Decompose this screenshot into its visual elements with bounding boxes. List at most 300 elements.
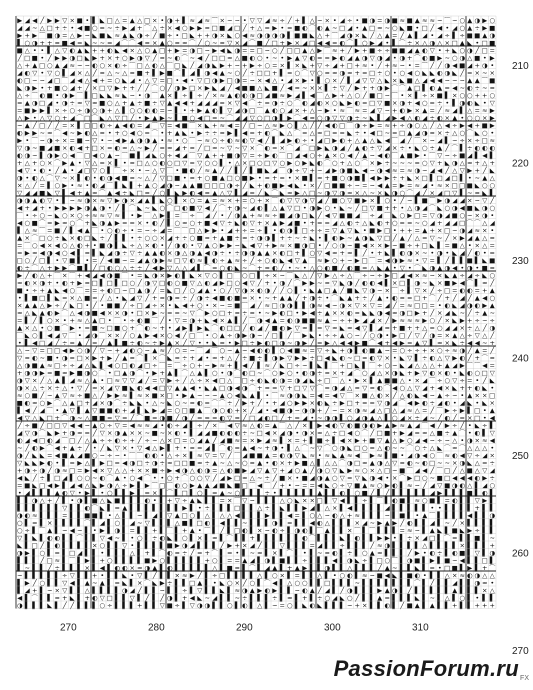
stitch-symbol: ◀ — [205, 204, 210, 212]
stitch-symbol: ◐ — [17, 264, 23, 272]
stitch-symbol: + — [212, 151, 217, 159]
stitch-symbol: ⌒ — [122, 151, 129, 159]
stitch-symbol: ▽ — [62, 16, 67, 24]
stitch-symbol: ■ — [77, 369, 83, 377]
stitch-symbol: ≈ — [385, 121, 390, 129]
stitch-symbol: ◣ — [175, 301, 180, 309]
stitch-symbol: ⌒ — [339, 459, 346, 467]
stitch-symbol: × — [197, 121, 202, 129]
stitch-symbol: ÷ — [407, 534, 412, 542]
stitch-symbol: △ — [107, 294, 112, 302]
stitch-symbol: ≈ — [130, 174, 135, 182]
stitch-symbol: ◢ — [295, 151, 300, 159]
stitch-symbol: + — [167, 129, 172, 137]
stitch-symbol: △ — [265, 121, 270, 129]
stitch-symbol: ÷ — [400, 121, 405, 129]
stitch-symbol: ◣ — [122, 579, 127, 587]
stitch-symbol: ▽ — [355, 474, 360, 482]
stitch-symbol: ▌ — [234, 165, 240, 174]
stitch-symbol: ╱ — [92, 68, 98, 77]
stitch-symbol: ◢ — [430, 519, 435, 527]
stitch-symbol: ◀ — [55, 249, 60, 257]
stitch-symbol: ◑ — [414, 451, 420, 459]
stitch-symbol: × — [385, 286, 390, 294]
stitch-symbol: ▌ — [46, 105, 52, 114]
stitch-symbol: △ — [227, 354, 232, 362]
stitch-symbol: + — [407, 369, 412, 377]
stitch-symbol: □ — [422, 241, 428, 249]
stitch-symbol: ▌ — [489, 495, 495, 504]
stitch-symbol: ◐ — [107, 286, 113, 294]
stitch-symbol: ▌ — [174, 90, 180, 99]
stitch-symbol: + — [385, 219, 390, 227]
stitch-symbol: ÷ — [295, 166, 300, 174]
stitch-symbol: △ — [17, 114, 22, 122]
stitch-symbol: ■ — [182, 279, 188, 287]
stitch-symbol: ○ — [294, 159, 300, 167]
stitch-symbol: ◢ — [77, 549, 82, 557]
stitch-symbol: □ — [189, 226, 195, 234]
stitch-symbol: ▲ — [370, 459, 375, 467]
stitch-symbol: ◀ — [190, 384, 195, 392]
stitch-symbol: □ — [362, 256, 368, 264]
stitch-symbol: ▌ — [219, 533, 225, 542]
stitch-symbol: ∼ — [475, 174, 480, 182]
stitch-symbol: ◑ — [182, 541, 188, 549]
stitch-symbol: ÷ — [242, 309, 247, 317]
stitch-symbol: △ — [400, 391, 405, 399]
stitch-symbol: ▌ — [31, 600, 37, 609]
stitch-symbol: = — [92, 339, 97, 347]
stitch-symbol: ÷ — [377, 46, 382, 54]
stitch-symbol: × — [272, 249, 277, 257]
stitch-symbol: ◐ — [377, 219, 383, 227]
stitch-symbol: ◢ — [415, 129, 420, 137]
stitch-symbol: ⌒ — [234, 271, 241, 279]
stitch-symbol: × — [272, 429, 277, 437]
stitch-symbol: ◀ — [70, 421, 75, 429]
stitch-symbol: ○ — [339, 151, 345, 159]
stitch-symbol: ◑ — [279, 301, 285, 309]
stitch-symbol: ⌒ — [354, 369, 361, 377]
stitch-symbol: ◀ — [302, 151, 307, 159]
stitch-symbol: ≈ — [190, 174, 195, 182]
stitch-symbol: × — [415, 534, 420, 542]
stitch-symbol: ◑ — [347, 586, 353, 594]
stitch-symbol: ╱ — [272, 480, 278, 489]
stitch-symbol: ⌒ — [392, 151, 399, 159]
stitch-symbol: ÷ — [242, 594, 247, 602]
stitch-symbol: ▽ — [85, 99, 90, 107]
stitch-symbol: ▌ — [414, 90, 420, 99]
stitch-symbol: △ — [17, 361, 22, 369]
stitch-symbol: ◑ — [474, 16, 480, 24]
stitch-symbol: × — [175, 339, 180, 347]
stitch-symbol: ◀ — [347, 151, 352, 159]
stitch-symbol: × — [145, 241, 150, 249]
stitch-symbol: × — [250, 436, 255, 444]
stitch-symbol: + — [122, 84, 127, 92]
stitch-symbol: ◣ — [355, 361, 360, 369]
stitch-symbol: ▌ — [114, 540, 120, 549]
stitch-symbol: ◐ — [219, 414, 225, 422]
stitch-symbol: □ — [339, 429, 345, 437]
stitch-symbol: ◐ — [272, 264, 278, 272]
stitch-symbol: ∼ — [482, 84, 487, 92]
stitch-symbol: ⌒ — [144, 579, 151, 587]
stitch-symbol: + — [130, 436, 135, 444]
stitch-symbol: ▲ — [310, 586, 315, 594]
stitch-symbol: △ — [317, 31, 322, 39]
stitch-symbol: ◣ — [355, 226, 360, 234]
stitch-symbol: + — [475, 121, 480, 129]
stitch-symbol: ○ — [474, 369, 480, 377]
stitch-symbol: ○ — [174, 399, 180, 407]
stitch-symbol: ▌ — [384, 548, 390, 557]
stitch-symbol: ◢ — [445, 324, 450, 332]
stitch-symbol: ∼ — [400, 444, 405, 452]
stitch-symbol: ◢ — [325, 166, 330, 174]
stitch-symbol: ÷ — [332, 399, 337, 407]
stitch-symbol: ╱ — [279, 413, 285, 422]
stitch-symbol: • — [303, 181, 307, 189]
stitch-symbol: ÷ — [460, 31, 465, 39]
stitch-symbol: × — [167, 24, 172, 32]
stitch-symbol: △ — [467, 481, 472, 489]
stitch-symbol: ▽ — [475, 496, 480, 504]
stitch-symbol: + — [310, 219, 315, 227]
stitch-symbol: ■ — [437, 91, 443, 99]
stitch-symbol: ▶ — [265, 511, 270, 519]
stitch-symbol: ◐ — [399, 106, 405, 114]
stitch-symbol: □ — [39, 481, 45, 489]
stitch-symbol: ◣ — [452, 316, 457, 324]
stitch-symbol: • — [25, 174, 29, 182]
stitch-symbol: + — [482, 286, 487, 294]
stitch-symbol: ◢ — [340, 144, 345, 152]
stitch-symbol: ▽ — [25, 429, 30, 437]
stitch-symbol: ≈ — [77, 99, 82, 107]
stitch-symbol: ▌ — [46, 180, 52, 189]
stitch-symbol: ⌒ — [69, 264, 76, 272]
stitch-symbol: ∼ — [445, 76, 450, 84]
stitch-symbol: + — [392, 204, 397, 212]
stitch-symbol: ▲ — [437, 144, 442, 152]
stitch-symbol: ◀ — [70, 526, 75, 534]
stitch-symbol: ▌ — [24, 555, 30, 564]
stitch-symbol: ▌ — [279, 593, 285, 602]
stitch-symbol: ◀ — [235, 511, 240, 519]
stitch-symbol: • — [198, 339, 202, 347]
stitch-symbol: ▌ — [346, 540, 352, 549]
stitch-symbol: ▌ — [136, 488, 142, 497]
stitch-symbol: ◢ — [452, 579, 457, 587]
stitch-symbol: ▌ — [16, 405, 22, 414]
stitch-symbol: □ — [99, 84, 105, 92]
stitch-symbol: • — [363, 129, 367, 137]
stitch-symbol: ∼ — [317, 279, 322, 287]
stitch-symbol: ╱ — [317, 120, 323, 129]
stitch-symbol: • — [393, 354, 397, 362]
stitch-symbol: ◢ — [70, 114, 75, 122]
stitch-symbol: = — [272, 384, 277, 392]
stitch-symbol: = — [130, 219, 135, 227]
stitch-symbol: □ — [84, 166, 90, 174]
stitch-symbol: ◣ — [430, 279, 435, 287]
stitch-symbol: ╱ — [62, 300, 68, 309]
stitch-symbol: ◐ — [242, 526, 248, 534]
stitch-symbol: □ — [167, 391, 173, 399]
stitch-symbol: ■ — [369, 436, 375, 444]
stitch-symbol: ≈ — [145, 189, 150, 197]
stitch-symbol: ◣ — [100, 249, 105, 257]
stitch-symbol: • — [190, 129, 194, 137]
stitch-symbol: • — [490, 226, 494, 234]
stitch-symbol: × — [310, 181, 315, 189]
stitch-symbol: ÷ — [122, 226, 127, 234]
stitch-symbol: ∼ — [137, 144, 142, 152]
stitch-symbol: ▲ — [212, 166, 217, 174]
stitch-symbol: × — [287, 436, 292, 444]
stitch-symbol: □ — [39, 436, 45, 444]
stitch-symbol: ◀ — [317, 39, 322, 47]
stitch-symbol: = — [160, 76, 165, 84]
stitch-symbol: ÷ — [160, 459, 165, 467]
stitch-symbol: × — [482, 391, 487, 399]
stitch-symbol: • — [415, 24, 419, 32]
stitch-symbol: ▌ — [114, 555, 120, 564]
stitch-symbol: ▌ — [136, 555, 142, 564]
stitch-symbol: ▌ — [286, 488, 292, 497]
stitch-symbol: ▌ — [294, 503, 300, 512]
stitch-symbol: ◢ — [242, 451, 247, 459]
stitch-symbol: ▌ — [414, 30, 420, 39]
stitch-symbol: ≈ — [325, 369, 330, 377]
stitch-symbol: ▽ — [377, 106, 382, 114]
stitch-symbol: • — [55, 196, 59, 204]
stitch-symbol: ▌ — [256, 555, 262, 564]
stitch-symbol: ▌ — [91, 518, 97, 527]
stitch-symbol: ▌ — [309, 578, 315, 587]
stitch-symbol: ÷ — [152, 339, 157, 347]
stitch-symbol: △ — [85, 436, 90, 444]
stitch-symbol: ╱ — [152, 188, 158, 197]
stitch-symbol: ▽ — [122, 376, 127, 384]
stitch-symbol: ▶ — [62, 264, 67, 272]
stitch-symbol: + — [302, 594, 307, 602]
stitch-symbol: ╱ — [212, 203, 218, 212]
stitch-symbol: = — [107, 39, 112, 47]
stitch-symbol: ╱ — [227, 210, 233, 219]
stitch-symbol: ▲ — [175, 511, 180, 519]
stitch-symbol: △ — [25, 46, 30, 54]
stitch-symbol: ▌ — [46, 45, 52, 54]
stitch-symbol: ▌ — [106, 540, 112, 549]
stitch-symbol: ▌ — [174, 105, 180, 114]
stitch-symbol: × — [437, 279, 442, 287]
stitch-symbol: ▽ — [145, 54, 150, 62]
stitch-symbol: ◑ — [294, 391, 300, 399]
stitch-symbol: ≈ — [407, 256, 412, 264]
stitch-symbol: ○ — [227, 391, 233, 399]
stitch-symbol: ≈ — [377, 549, 382, 557]
stitch-symbol: ◢ — [197, 61, 202, 69]
stitch-symbol: ▲ — [452, 271, 457, 279]
stitch-symbol: ▌ — [406, 593, 412, 602]
stitch-symbol: ÷ — [130, 316, 135, 324]
stitch-symbol: ≈ — [145, 39, 150, 47]
stitch-symbol: ◐ — [39, 196, 45, 204]
stitch-symbol: ■ — [482, 121, 488, 129]
stitch-symbol: ○ — [437, 324, 443, 332]
stitch-symbol: ⌒ — [362, 451, 369, 459]
stitch-symbol: ▌ — [91, 555, 97, 564]
stitch-symbol: ▌ — [256, 518, 262, 527]
stitch-symbol: ╱ — [324, 405, 330, 414]
stitch-symbol: ÷ — [437, 436, 442, 444]
stitch-symbol: ▲ — [340, 451, 345, 459]
stitch-symbol: ◣ — [400, 361, 405, 369]
stitch-symbol: ▌ — [271, 503, 277, 512]
stitch-symbol: ◢ — [317, 196, 322, 204]
stitch-symbol: ⌒ — [309, 256, 316, 264]
stitch-symbol: ◑ — [279, 339, 285, 347]
stitch-symbol: □ — [309, 144, 315, 152]
stitch-symbol: • — [483, 54, 487, 62]
stitch-symbol: ▶ — [272, 24, 277, 32]
stitch-symbol: ▽ — [152, 76, 157, 84]
stitch-symbol: ▌ — [444, 585, 450, 594]
stitch-symbol: □ — [272, 339, 278, 347]
stitch-symbol: ÷ — [182, 234, 187, 242]
stitch-symbol: ▌ — [271, 510, 277, 519]
stitch-symbol: ◣ — [430, 241, 435, 249]
stitch-symbol: ▌ — [466, 503, 472, 512]
stitch-symbol: ○ — [92, 451, 98, 459]
stitch-symbol: ÷ — [332, 84, 337, 92]
stitch-symbol: ◐ — [369, 279, 375, 287]
stitch-symbol: × — [407, 414, 412, 422]
stitch-symbol: + — [175, 444, 180, 452]
stitch-symbol: ◀ — [137, 474, 142, 482]
stitch-symbol: = — [227, 549, 232, 557]
stitch-symbol: ≈ — [280, 391, 285, 399]
stitch-symbol: ◀ — [287, 84, 292, 92]
stitch-symbol: □ — [362, 204, 368, 212]
stitch-symbol: = — [197, 549, 202, 557]
stitch-symbol: ▶ — [347, 466, 352, 474]
stitch-symbol: ○ — [422, 219, 428, 227]
stitch-symbol: = — [280, 174, 285, 182]
stitch-symbol: ◢ — [92, 271, 97, 279]
stitch-symbol: ◐ — [84, 129, 90, 137]
stitch-symbol: ÷ — [227, 219, 232, 227]
stitch-symbol: ▌ — [361, 578, 367, 587]
stitch-symbol: = — [490, 361, 495, 369]
stitch-symbol: ╱ — [264, 330, 270, 339]
stitch-symbol: = — [47, 369, 52, 377]
stitch-symbol: ◐ — [167, 279, 173, 287]
stitch-symbol: ▲ — [415, 46, 420, 54]
stitch-symbol: ◐ — [114, 226, 120, 234]
stitch-symbol: ╱ — [144, 375, 150, 384]
stitch-symbol: ◣ — [107, 444, 112, 452]
stitch-symbol: ≈ — [437, 181, 442, 189]
stitch-symbol: ▶ — [55, 151, 60, 159]
stitch-symbol: ◐ — [317, 399, 323, 407]
stitch-symbol: △ — [190, 369, 195, 377]
stitch-symbol: ▽ — [317, 61, 322, 69]
stitch-symbol: □ — [482, 46, 488, 54]
stitch-symbol: ╱ — [422, 480, 428, 489]
stitch-symbol: ◢ — [280, 429, 285, 437]
stitch-symbol: ▶ — [377, 174, 382, 182]
stitch-symbol: □ — [182, 511, 188, 519]
stitch-symbol: ◑ — [377, 331, 383, 339]
stitch-symbol: = — [122, 414, 127, 422]
stitch-symbol: ⌒ — [144, 474, 151, 482]
stitch-symbol: ∼ — [250, 429, 255, 437]
stitch-symbol: □ — [137, 301, 143, 309]
stitch-symbol: ▌ — [106, 563, 112, 572]
stitch-symbol: ≈ — [467, 159, 472, 167]
stitch-symbol: × — [55, 586, 60, 594]
stitch-symbol: ▌ — [369, 323, 375, 332]
stitch-symbol: ◢ — [190, 541, 195, 549]
stitch-symbol: ▌ — [159, 510, 165, 519]
stitch-symbol: ▌ — [114, 158, 120, 167]
stitch-symbol: ◑ — [174, 249, 180, 257]
stitch-symbol: • — [325, 294, 329, 302]
stitch-symbol: ▌ — [211, 525, 217, 534]
stitch-symbol: • — [318, 331, 322, 339]
stitch-symbol: ◐ — [114, 406, 120, 414]
stitch-symbol: ◑ — [99, 219, 105, 227]
stitch-symbol: ╱ — [354, 150, 360, 159]
stitch-symbol: ▽ — [340, 114, 345, 122]
stitch-symbol: ◣ — [340, 204, 345, 212]
stitch-symbol: ○ — [422, 496, 428, 504]
stitch-symbol: ▶ — [415, 399, 420, 407]
stitch-symbol: ◀ — [212, 219, 217, 227]
stitch-symbol: ◣ — [92, 234, 97, 242]
stitch-symbol: ▽ — [430, 159, 435, 167]
stitch-symbol: ╱ — [242, 323, 248, 332]
stitch-symbol: △ — [130, 144, 135, 152]
stitch-symbol: ○ — [62, 84, 68, 92]
stitch-symbol: ◢ — [122, 346, 127, 354]
stitch-symbol: ▌ — [61, 555, 67, 564]
stitch-symbol: ▶ — [355, 84, 360, 92]
stitch-symbol: ∼ — [452, 16, 457, 24]
stitch-symbol: ◑ — [257, 316, 263, 324]
stitch-symbol: ■ — [107, 406, 113, 414]
stitch-symbol: ◑ — [467, 301, 473, 309]
stitch-symbol: ■ — [489, 76, 495, 84]
stitch-symbol: ▌ — [129, 503, 135, 512]
stitch-symbol: △ — [460, 241, 465, 249]
stitch-symbol: ◀ — [325, 249, 330, 257]
stitch-symbol: ◑ — [377, 54, 383, 62]
stitch-symbol: ▌ — [84, 495, 90, 504]
stitch-symbol: ◐ — [32, 271, 38, 279]
stitch-symbol: ▽ — [332, 279, 337, 287]
stitch-symbol: ▌ — [316, 578, 322, 587]
stitch-symbol: ▲ — [257, 459, 262, 467]
stitch-symbol: ÷ — [362, 294, 367, 302]
stitch-symbol: ⌒ — [189, 121, 196, 129]
stitch-symbol: ○ — [489, 204, 495, 212]
